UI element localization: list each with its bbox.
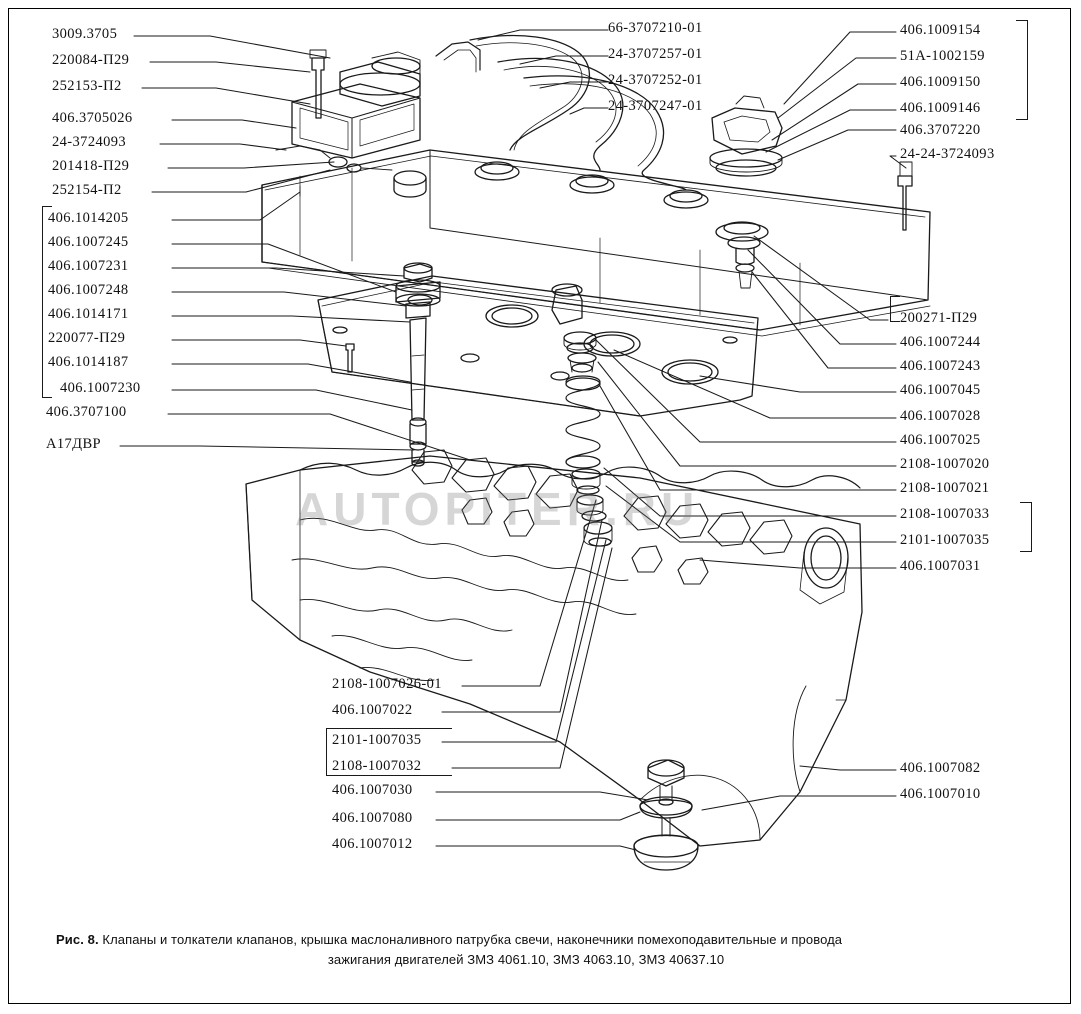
- part-label-252153: 252153-П2: [52, 78, 122, 94]
- part-label-2101-1007035-b: 2101-1007035: [332, 732, 422, 748]
- part-label-406-1014171: 406.1014171: [48, 306, 129, 322]
- part-label-406-1007025: 406.1007025: [900, 432, 981, 448]
- part-label-66-3707210: 66-3707210-01: [608, 20, 703, 36]
- part-label-24-24-3724093: 24-24-3724093: [900, 146, 995, 162]
- part-label-406-1007031: 406.1007031: [900, 558, 981, 574]
- bottom-group-box: [326, 728, 452, 776]
- part-label-406-1014205: 406.1014205: [48, 210, 129, 226]
- part-label-406-1007028: 406.1007028: [900, 408, 981, 424]
- part-label-406-1007030: 406.1007030: [332, 782, 413, 798]
- part-label-406-1007022: 406.1007022: [332, 702, 413, 718]
- figure-caption-line2: зажигания двигателей ЗМЗ 4061.10, ЗМЗ 4063.10, ЗМЗ 40637.10: [327, 952, 725, 967]
- part-label-406-1007012: 406.1007012: [332, 836, 413, 852]
- figure-number: Рис. 8.: [56, 932, 99, 947]
- part-label-2108-1007021: 2108-1007021: [900, 480, 990, 496]
- part-label-406-1007243: 406.1007243: [900, 358, 981, 374]
- watermark: AUTOPITER.RU: [295, 483, 700, 535]
- part-label-252154: 252154-П2: [52, 182, 122, 198]
- part-label-3009-3705: 3009.3705: [52, 26, 118, 42]
- part-label-2108-1007026: 2108-1007026-01: [332, 676, 442, 692]
- part-label-406-1007080: 406.1007080: [332, 810, 413, 826]
- part-label-406-1007245: 406.1007245: [48, 234, 129, 250]
- part-label-201418: 201418-П29: [52, 158, 130, 174]
- part-label-406-1007244: 406.1007244: [900, 334, 981, 350]
- part-label-220084: 220084-П29: [52, 52, 130, 68]
- right-hook-bracket-200271: [890, 296, 900, 322]
- right-group-bracket-top: [1016, 20, 1028, 120]
- part-label-406-1007248: 406.1007248: [48, 282, 129, 298]
- part-label-24-3707247: 24-3707247-01: [608, 98, 703, 114]
- left-group-bracket: [42, 206, 52, 398]
- part-label-406-3707220: 406.3707220: [900, 122, 981, 138]
- part-label-51a-1002159: 51А-1002159: [900, 48, 985, 64]
- part-label-200271: 200271-П29: [900, 310, 978, 326]
- part-label-220077: 220077-П29: [48, 330, 126, 346]
- part-label-24-3724093: 24-3724093: [52, 134, 127, 150]
- part-label-406-1007231: 406.1007231: [48, 258, 129, 274]
- part-label-2101-1007035: 2101-1007035: [900, 532, 990, 548]
- figure-caption-line1: Клапаны и толкатели клапанов, крышка маслоналивного патрубка свечи, наконечники помехоподавительные и провода: [102, 932, 843, 947]
- part-label-406-1007082: 406.1007082: [900, 760, 981, 776]
- part-label-406-3707100: 406.3707100: [46, 404, 127, 420]
- right-group-bracket-tappet: [1020, 502, 1032, 552]
- part-label-406-1007230: 406.1007230: [60, 380, 141, 396]
- part-label-406-1007045: 406.1007045: [900, 382, 981, 398]
- part-label-a17dvr: А17ДВР: [46, 436, 101, 452]
- part-label-2108-1007033: 2108-1007033: [900, 506, 990, 522]
- part-label-406-1009150: 406.1009150: [900, 74, 981, 90]
- part-label-24-3707252: 24-3707252-01: [608, 72, 703, 88]
- part-label-406-1009154: 406.1009154: [900, 22, 981, 38]
- part-label-406-1014187: 406.1014187: [48, 354, 129, 370]
- figure-caption: [56, 930, 1036, 970]
- part-label-406-3705026: 406.3705026: [52, 110, 133, 126]
- part-label-2108-1007020: 2108-1007020: [900, 456, 990, 472]
- part-label-24-3707257: 24-3707257-01: [608, 46, 703, 62]
- part-label-406-1007010: 406.1007010: [900, 786, 981, 802]
- part-label-2108-1007032: 2108-1007032: [332, 758, 422, 774]
- part-label-406-1009146: 406.1009146: [900, 100, 981, 116]
